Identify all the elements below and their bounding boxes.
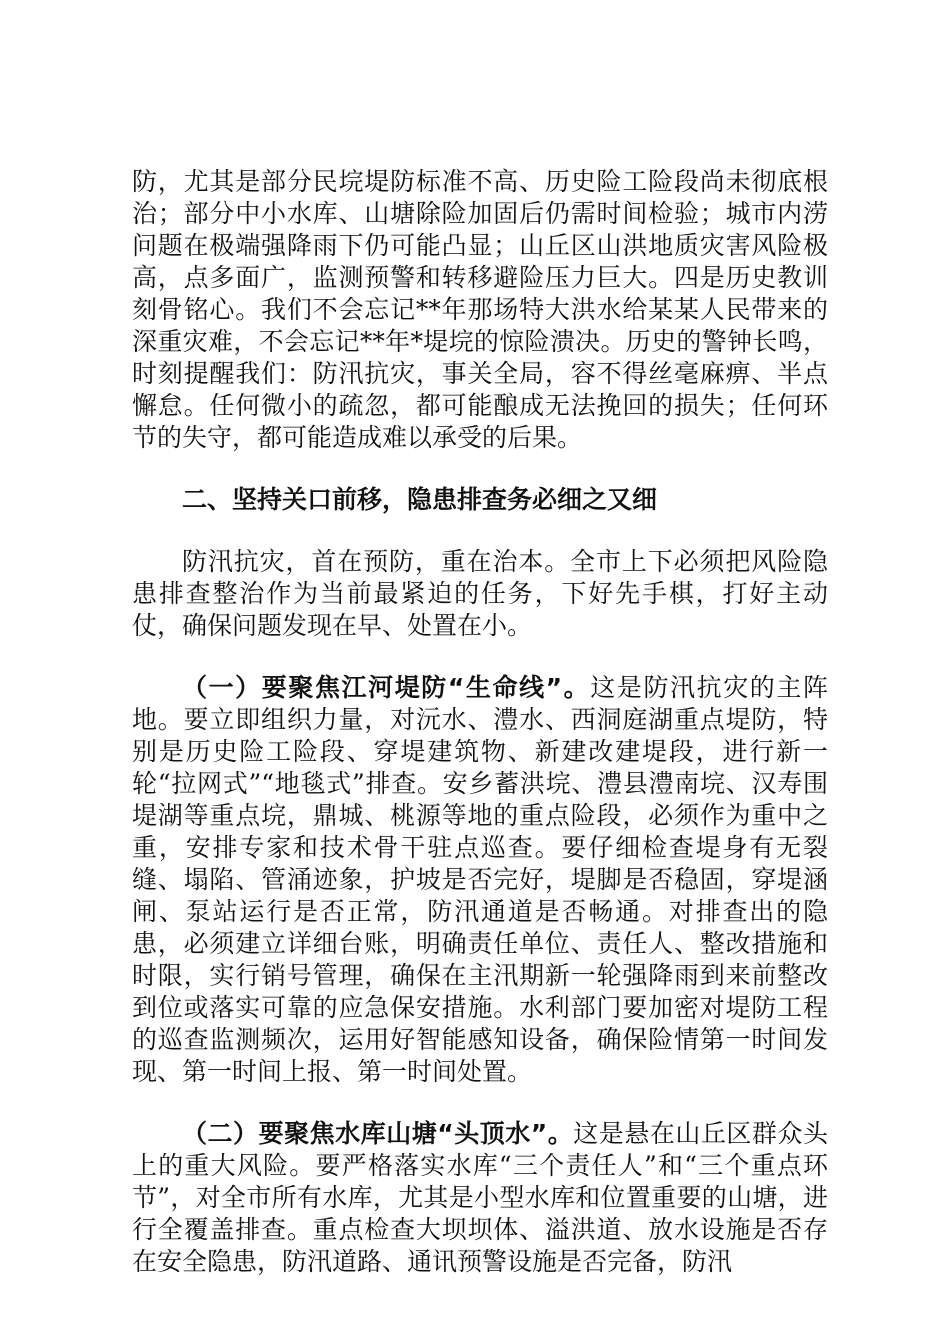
item-1-paragraph [132, 672, 828, 1088]
document-body [132, 166, 828, 1278]
item-2-paragraph [132, 1118, 828, 1278]
item-2-body: 这是悬在山丘区群众头上的重大风险。要严格落实水库“三个责任人”和“三个重点环节”，对全市所有水库，尤其是小型水库和位置重要的山塘，进行全覆盖排查。重点检查大坝坝体、溢洪道、放水设施是否存在安全隐患，防汛道路、通讯预警设施是否完备，防汛 [132, 1119, 828, 1276]
section-heading: 二、坚持关口前移，隐患排查务必细之又细 [182, 485, 658, 514]
paragraph-continuation: 防，尤其是部分民垸堤防标准不高、历史险工险段尚未彻底根治；部分中小水库、山塘除险加固后仍需时间检验；城市内涝问题在极端强降雨下仍可能凸显；山丘区山洪地质灾害风险极高，点多面广，监测预警和转移避险压力巨大。四是历史教训刻骨铭心。我们不会忘记**年那场特大洪水给某某人民带来的深重灾难，不会忘记**年*堤垸的惊险溃决。历史的警钟长鸣，时刻提醒我们：防汛抗灾，事关全局，容不得丝毫麻痹、半点懈怠。任何微小的疏忽，都可能酿成无法挽回的损失；任何环节的失守，都可能造成难以承受的后果。 [132, 167, 828, 452]
item-1-body: 这是防汛抗灾的主阵地。要立即组织力量，对沅水、澧水、西洞庭湖重点堤防，特别是历史险工险段、穿堤建筑物、新建改建堤段，进行新一轮“拉网式”“地毯式”排查。安乡蓄洪垸、澧县澧南垸、汉寿围堤湖等重点垸，鼎城、桃源等地的重点险段，必须作为重中之重，安排专家和技术骨干驻点巡查。要仔细检查堤身有无裂缝、塌陷、管涌迹象，护坡是否完好，堤脚是否稳固，穿堤涵闸、泵站运行是否正常，防汛通道是否畅通。对排查出的隐患，必须建立详细台账，明确责任单位、责任人、整改措施和时限，实行销号管理，确保在主汛期新一轮强降雨到来前整改到位或落实可靠的应急保安措施。水利部门要加密对堤防工程的巡查监测频次，运用好智能感知设备，确保险情第一时间发现、第一时间上报、第一时间处置。 [132, 673, 828, 1086]
item-2-title: （二）要聚焦水库山塘“头顶水”。 [182, 1119, 574, 1148]
item-1-title: （一）要聚焦江河堤防“生命线”。 [182, 673, 591, 702]
section-intro-paragraph: 防汛抗灾，首在预防，重在治本。全市上下必须把风险隐患排查整治作为当前最紧迫的任务，下好先手棋，打好主动仗，确保问题发现在早、处置在小。 [132, 547, 828, 640]
